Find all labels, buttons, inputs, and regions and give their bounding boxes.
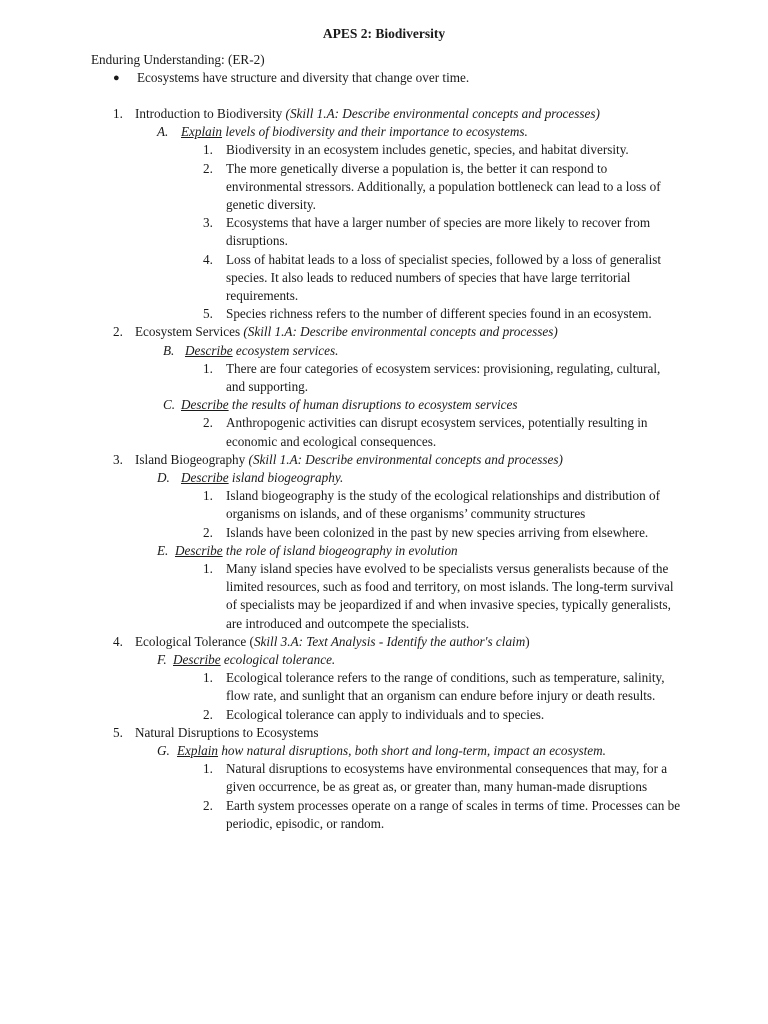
item-text: Ecological tolerance refers to the range of conditions, such as temperature, salinity, flow rate, and sunlight that an organism can endure before injury or death results. bbox=[226, 670, 665, 704]
section-number: 4. bbox=[113, 633, 123, 649]
section-title bbox=[135, 633, 530, 651]
item-text: Ecological tolerance can apply to individuals and to species. bbox=[226, 706, 545, 722]
section-title bbox=[135, 724, 319, 742]
item-number: 1. bbox=[203, 360, 213, 376]
item-number: 1. bbox=[203, 488, 213, 504]
item-number: 5. bbox=[203, 306, 213, 322]
objective-heading bbox=[0, 469, 768, 487]
objective-rest: the results of human disruptions to ecosystem services bbox=[228, 397, 518, 413]
objective-text bbox=[181, 123, 528, 141]
objective-text bbox=[173, 651, 335, 669]
objective-letter: C. bbox=[163, 397, 176, 413]
objective-text bbox=[181, 469, 343, 487]
objective-text bbox=[177, 742, 606, 760]
objective-rest: island biogeography. bbox=[228, 469, 344, 485]
list-item bbox=[0, 360, 768, 396]
list-item bbox=[0, 524, 768, 542]
objective-verb: Explain bbox=[181, 124, 223, 140]
item-number: 4. bbox=[203, 251, 213, 267]
objective-letter: F. bbox=[157, 651, 167, 667]
section-label: Island Biogeography bbox=[135, 451, 249, 467]
section-heading bbox=[0, 451, 768, 469]
section-skill: (Skill 1.A: Describe environmental concepts and processes) bbox=[285, 106, 600, 121]
item-text: Island biogeography is the study of the ecological relationships and distribution of organisms on islands, and of these organisms’ community structures bbox=[226, 488, 661, 522]
objective-heading bbox=[0, 342, 768, 360]
list-item bbox=[0, 487, 768, 523]
objective-heading bbox=[0, 396, 768, 414]
item-text: The more genetically diverse a population is, the better it can respond to environmental stressors. Additionally, a population bottleneck can lead to a loss of genetic diversity. bbox=[226, 160, 661, 212]
item-text: Ecosystems that have a larger number of species are more likely to recover from disruptions. bbox=[226, 215, 651, 249]
objective-rest: ecosystem services. bbox=[232, 342, 339, 358]
outline bbox=[0, 105, 768, 833]
section-heading bbox=[0, 724, 768, 742]
objective-verb: Describe bbox=[185, 342, 233, 358]
section-title bbox=[135, 105, 600, 123]
section-heading bbox=[0, 323, 768, 341]
list-item bbox=[0, 214, 768, 250]
list-item bbox=[0, 760, 768, 796]
list-item bbox=[0, 669, 768, 705]
item-number: 2. bbox=[203, 415, 213, 431]
item-number: 2. bbox=[203, 160, 213, 176]
objective-heading bbox=[0, 651, 768, 669]
bullet-text: Ecosystems have structure and diversity that change over time. bbox=[137, 70, 470, 85]
objective-verb: Describe bbox=[173, 651, 221, 667]
item-text: Loss of habitat leads to a loss of specialist species, followed by a loss of generalist species. It also leads to reduced numbers of species that have large territorial requirements. bbox=[226, 251, 662, 303]
item-text: Natural disruptions to ecosystems have environmental consequences that may, for a given occurrence, be as great as, or greater than, many human-made disruptions bbox=[226, 761, 668, 795]
list-item bbox=[0, 251, 768, 306]
item-number: 2. bbox=[203, 797, 213, 813]
objective-letter: G. bbox=[157, 742, 170, 758]
section-skill: Skill 3.A: Text Analysis - Identify the author's claim bbox=[253, 633, 526, 649]
objective-verb: Describe bbox=[175, 542, 223, 558]
item-text: Many island species have evolved to be specialists versus generalists because of the limited resources, such as food and territory, on most islands. The long-term survival of specialists may be jeopardized if and when invasive species, typically generalists, are introduced and outcompete the specialists. bbox=[226, 560, 674, 631]
objective-text bbox=[175, 542, 458, 560]
objective-heading bbox=[0, 123, 768, 141]
enduring-understanding: Enduring Understanding: (ER-2) bbox=[91, 52, 265, 67]
list-item bbox=[0, 141, 768, 159]
section-number: 3. bbox=[113, 451, 123, 467]
objective-verb: Describe bbox=[181, 397, 229, 413]
item-text: Earth system processes operate on a range of scales in terms of time. Processes can be periodic, episodic, or random. bbox=[226, 797, 681, 831]
objective-text bbox=[181, 396, 517, 414]
section-heading bbox=[0, 105, 768, 123]
item-text: Islands have been colonized in the past by new species arriving from elsewhere. bbox=[226, 524, 649, 540]
objective-verb: Explain bbox=[177, 742, 219, 758]
section-heading bbox=[0, 633, 768, 651]
section-skill: (Skill 1.A: Describe environmental concepts and processes) bbox=[243, 324, 558, 340]
item-number: 1. bbox=[203, 142, 213, 158]
item-number: 1. bbox=[203, 761, 213, 777]
item-number: 1. bbox=[203, 670, 213, 686]
section-skill: (Skill 1.A: Describe environmental concepts and processes) bbox=[248, 451, 563, 467]
objective-letter: A. bbox=[157, 124, 169, 140]
item-text: Biodiversity in an ecosystem includes genetic, species, and habitat diversity. bbox=[226, 142, 629, 158]
objective-rest: how natural disruptions, both short and long-term, impact an ecosystem. bbox=[218, 742, 606, 758]
objective-heading bbox=[0, 742, 768, 760]
list-item bbox=[0, 560, 768, 633]
section-skill-tail: ) bbox=[525, 633, 530, 649]
item-number: 2. bbox=[203, 524, 213, 540]
list-item bbox=[0, 797, 768, 833]
section-label: Introduction to Biodiversity bbox=[135, 106, 286, 121]
list-item bbox=[0, 160, 768, 215]
list-item bbox=[0, 706, 768, 724]
objective-verb: Describe bbox=[181, 469, 229, 485]
section-title bbox=[135, 451, 563, 469]
item-text: There are four categories of ecosystem services: provisioning, regulating, cultural, and supporting. bbox=[226, 360, 661, 394]
objective-letter: D. bbox=[157, 469, 170, 485]
objective-rest: the role of island biogeography in evolution bbox=[222, 542, 458, 558]
section-label: Natural Disruptions to Ecosystems bbox=[135, 724, 319, 740]
objective-heading bbox=[0, 542, 768, 560]
objective-letter: B. bbox=[163, 342, 175, 358]
item-text: Species richness refers to the number of different species found in an ecosystem. bbox=[226, 306, 652, 322]
section-number: 1. bbox=[113, 106, 123, 121]
item-number: 1. bbox=[203, 560, 213, 576]
page-title: APES 2: Biodiversity bbox=[322, 26, 446, 41]
list-item bbox=[0, 305, 768, 323]
section-label: Ecosystem Services bbox=[135, 324, 244, 340]
section-number: 2. bbox=[113, 324, 123, 340]
objective-text bbox=[185, 342, 338, 360]
objective-rest: levels of biodiversity and their importance to ecosystems. bbox=[222, 124, 528, 140]
item-number: 3. bbox=[203, 215, 213, 231]
section-number: 5. bbox=[113, 724, 123, 740]
section-label: Ecological Tolerance ( bbox=[135, 633, 254, 649]
section-title bbox=[135, 323, 558, 341]
item-number: 2. bbox=[203, 706, 213, 722]
list-item bbox=[0, 414, 768, 450]
bullet-dot-icon: ● bbox=[113, 72, 120, 84]
objective-letter: E. bbox=[157, 542, 169, 558]
objective-rest: ecological tolerance. bbox=[220, 651, 336, 667]
item-text: Anthropogenic activities can disrupt ecosystem services, potentially resulting in economic and ecological consequences. bbox=[226, 415, 648, 449]
